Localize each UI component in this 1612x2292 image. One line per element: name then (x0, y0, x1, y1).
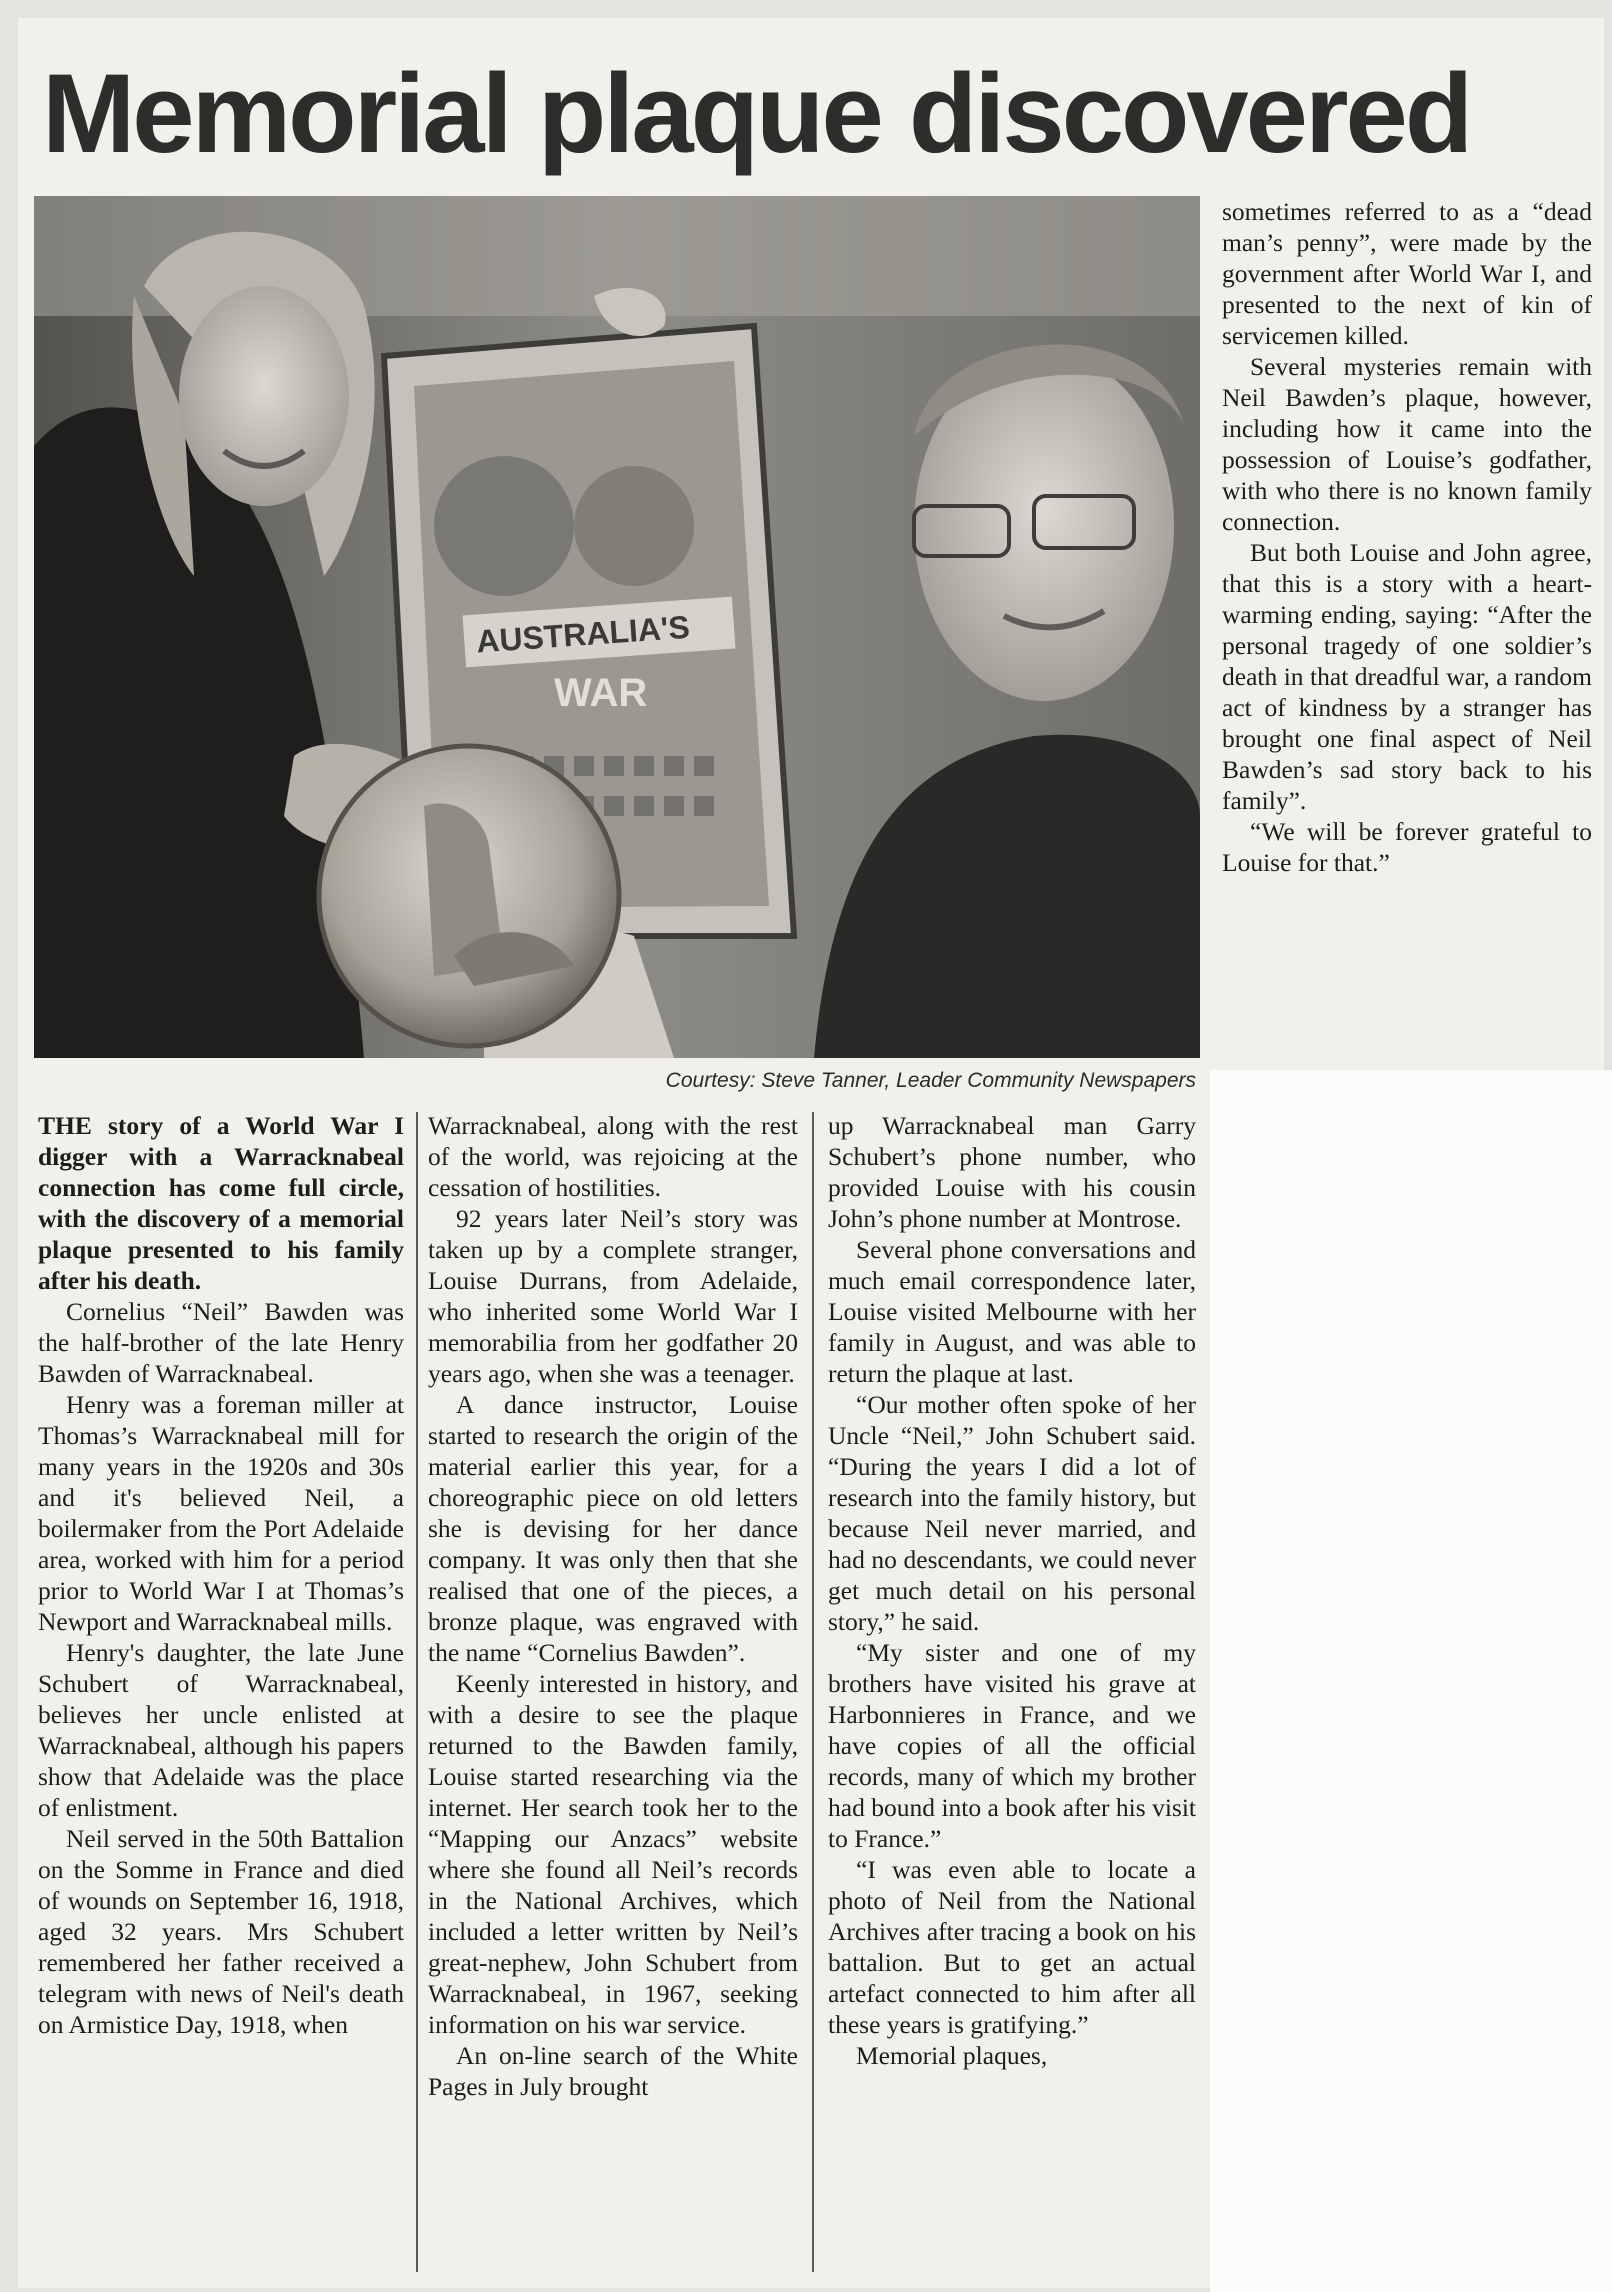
paragraph: Henry's daughter, the late June Schubert of Warracknabeal, believes her uncle enlisted at Warracknabeal, although his papers show that Adelaide was the place of enlistment. (38, 1638, 404, 1822)
article-photo (34, 196, 1200, 1058)
paragraph: An on-line search of the White Pages in July brought (428, 2041, 798, 2101)
article-column-4 (1222, 196, 1592, 1016)
paragraph: Keenly interested in history, and with a desire to see the plaque returned to the Bawden family, Louise started researching via the internet. Her search took her to the “Mapping our Anzacs” website where she found all Neil’s records in the National Archives, which included a letter written by Neil’s great-nephew, John Schubert from Warracknabeal, in 1967, seeking information on his war service. (428, 1669, 798, 2039)
photo-caption: Courtesy: Steve Tanner, Leader Community Newspapers (665, 1069, 1196, 1092)
paragraph: “My sister and one of my brothers have visited his grave at Harbonnieres in France, and we have copies of all the official records, many of which my brother had bound into a book after his visit to France.” (828, 1638, 1196, 1853)
paragraph: sometimes referred to as a “dead man’s penny”, were made by the government after World War I, and presented to the next of kin of servicemen killed. (1222, 197, 1592, 350)
paragraph: Cornelius “Neil” Bawden was the half-brother of the late Henry Bawden of Warracknabeal. (38, 1297, 404, 1388)
paragraph: Warracknabeal, along with the rest of the world, was rejoicing at the cessation of hostilities. (428, 1111, 798, 1202)
headline: Memorial plaque discovered (42, 51, 1471, 176)
paragraph: “Our mother often spoke of her Uncle “Neil,” John Schubert said. “During the years I did a lot of research into the family history, but because Neil never married, and had no descendants, we could never get much detail on his personal story,” he said. (828, 1390, 1196, 1636)
article-column-2 (428, 1110, 798, 2280)
paragraph: “We will be forever grateful to Louise for that.” (1222, 817, 1592, 877)
paragraph: Neil served in the 50th Battalion on the Somme in France and died of wounds on September 16, 1918, aged 32 years. Mrs Schubert remembered her father received a telegram with news of Neil's death on Armistice Day, 1918, when (38, 1824, 404, 2039)
paragraph: 92 years later Neil’s story was taken up by a complete stranger, Louise Durrans, from Adelaide, who inherited some World War I memorabilia from her godfather 20 years ago, when she was a teenager. (428, 1204, 798, 1388)
paragraph: Several mysteries remain with Neil Bawden’s plaque, however, including how it came into the possession of Louise’s godfather, with who there is no known family connection. (1222, 352, 1592, 536)
article-column-3 (828, 1110, 1196, 2280)
poster-text-australias: AUSTRALIA'S (475, 608, 691, 660)
blank-paper-area (1210, 1070, 1612, 2292)
column-divider (812, 1112, 814, 2272)
paragraph: Memorial plaques, (856, 2041, 1048, 2070)
article-column-1 (38, 1110, 404, 2280)
paragraph: Several phone conversations and much email correspondence later, Louise visited Melbourne with her family in August, and was able to return the plaque at last. (828, 1235, 1196, 1388)
paragraph: A dance instructor, Louise started to research the origin of the material earlier this year, for a choreographic piece on old letters she is devising for her dance company. It was only then that she realised that one of the pieces, a bronze plaque, was engraved with the name “Cornelius Bawden”. (428, 1390, 798, 1667)
photo-graphic (34, 196, 1200, 1058)
paragraph: “I was even able to locate a photo of Neil from the National Archives after tracing a book on his battalion. But to get an actual artefact connected to him after all these years is gratifying.” (828, 1855, 1196, 2039)
paragraph: Henry was a foreman miller at Thomas’s Warracknabeal mill for many years in the 1920s and 30s and it's believed Neil, a boilermaker from the Port Adelaide area, worked with him for a period prior to World War I at Thomas’s Newport and Warracknabeal mills. (38, 1390, 404, 1636)
column-divider (416, 1112, 418, 2272)
paragraph: up Warracknabeal man Garry Schubert’s phone number, who provided Louise with his cousin John’s phone number at Montrose. (828, 1111, 1196, 1233)
memorial-plaque (319, 746, 619, 1046)
poster-text-war: WAR (554, 671, 648, 715)
paragraph: But both Louise and John agree, that this is a story with a heart-warming ending, saying: “After the personal tragedy of one soldier’s death in that dreadful war, a random act of kindness by a stranger has brought one final aspect of Neil Bawden’s sad story back to his family”. (1222, 538, 1592, 815)
lead-paragraph: THE story of a World War I digger with a Warracknabeal connection has come full circle, with the discovery of a memorial plaque presented to his family after his death. (38, 1111, 404, 1295)
